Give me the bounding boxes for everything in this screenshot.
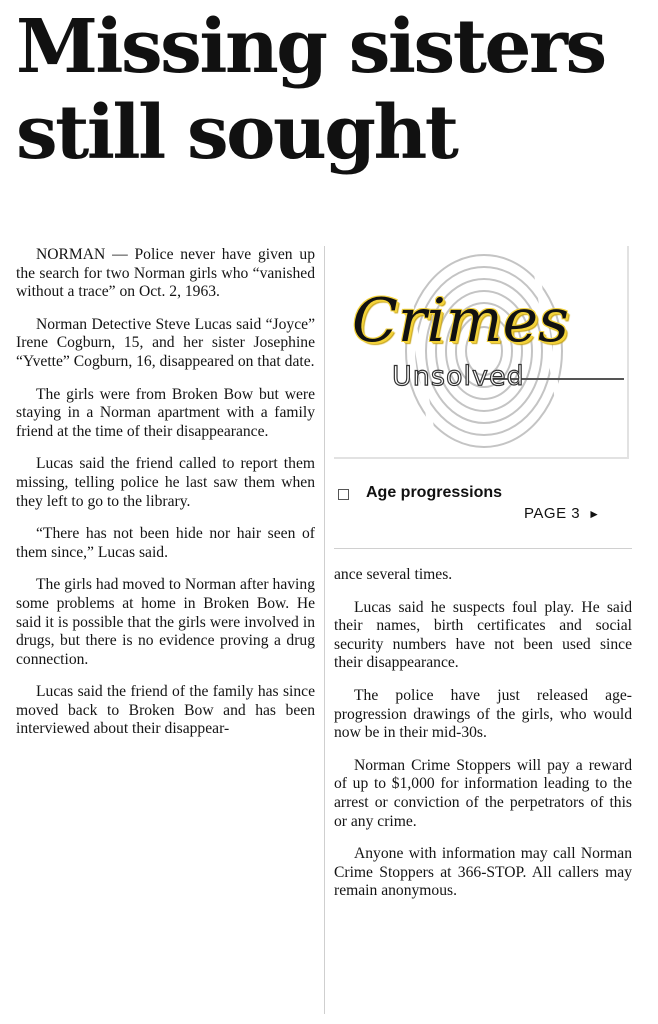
article-paragraph: Lucas said the friend of the family has since moved back to Broken Bow and has been interviewed about their disappear- bbox=[16, 683, 315, 738]
article-paragraph: Lucas said the friend called to report them missing, telling police he last saw them when they left to go to the library. bbox=[16, 455, 315, 510]
unsolved-subtitle: Unsolved bbox=[392, 361, 525, 392]
article-paragraph: ance several times. bbox=[334, 566, 453, 583]
arrow-right-icon: ► bbox=[588, 507, 601, 521]
article-column-right bbox=[334, 566, 632, 915]
article-paragraph: The police have just released age-progression drawings of the girls, who would now be in their mid-30s. bbox=[334, 686, 632, 742]
article-paragraph: Anyone with information may call Norman Crime Stoppers at 366-STOP. All callers may remain anonymous. bbox=[334, 845, 632, 900]
promo-page-label: PAGE 3 bbox=[524, 505, 581, 522]
article-paragraph: “There has not been hide nor hair seen of them since,” Lucas said. bbox=[16, 525, 315, 561]
headline-line-1: Missing sisters bbox=[16, 4, 605, 90]
article-paragraph: Norman Detective Steve Lucas said “Joyce” Irene Cogburn, 15, and her sister Josephine “Yvette” Cogburn, 16, disappeared on that date. bbox=[16, 315, 315, 370]
checkbox-bullet-icon bbox=[338, 489, 349, 500]
column-divider bbox=[324, 246, 325, 1014]
promo-divider bbox=[334, 548, 632, 549]
article-paragraph: Norman Crime Stoppers will pay a reward of up to $1,000 for information leading to the arrest or conviction of the perpetrators of this or any crime. bbox=[334, 756, 632, 830]
article-paragraph: The girls were from Broken Bow but were staying in a Norman apartment with a family friend at the time of their disappearance. bbox=[16, 385, 315, 440]
article-paragraph: Lucas said he suspects foul play. He said their names, birth certificates and social security numbers have not been used since their disappearance. bbox=[334, 598, 632, 672]
crimes-title: Crimes bbox=[352, 286, 569, 356]
crimes-unsolved-graphic bbox=[334, 246, 630, 460]
age-progressions-promo[interactable] bbox=[334, 483, 632, 523]
headline-line-2: still sought bbox=[16, 90, 457, 176]
promo-title: Age progressions bbox=[366, 484, 503, 501]
headline bbox=[16, 4, 646, 176]
promo-page-link[interactable] bbox=[524, 505, 600, 523]
article-paragraph: The girls had moved to Norman after having some problems at home in Broken Bow. He said it is possible that the girls were involved in drugs, but there is no evidence proving a drug connection. bbox=[16, 576, 315, 668]
article-paragraph: NORMAN — Police never have given up the search for two Norman girls who “vanished without a trace” on Oct. 2, 1963. bbox=[16, 246, 315, 301]
article-column-left bbox=[16, 246, 315, 753]
